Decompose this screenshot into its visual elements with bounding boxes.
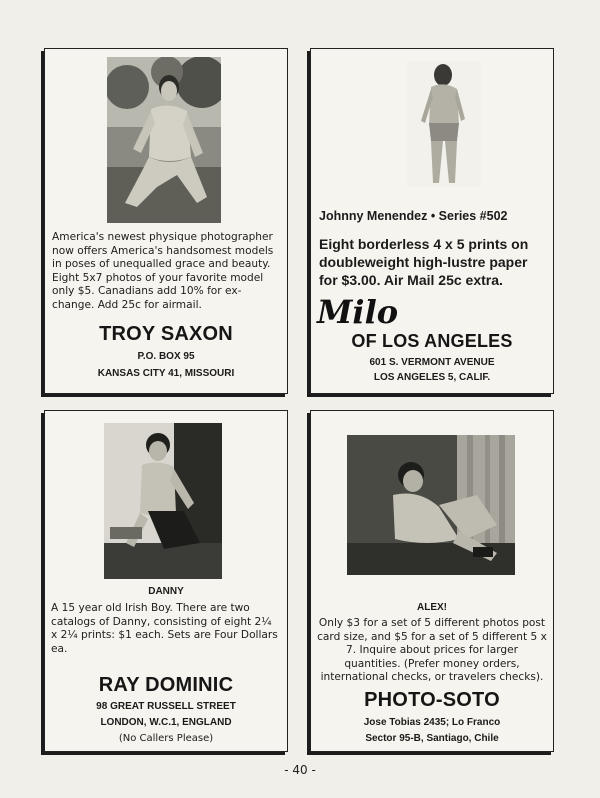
model-caption: DANNY (148, 586, 184, 597)
advertiser-name: PHOTO-SOTO (364, 689, 500, 711)
advertiser-name: RAY DOMINIC (98, 674, 234, 696)
address-line-1: 601 S. VERMONT AVENUE (369, 357, 495, 368)
photo-kneeling-model (107, 57, 221, 223)
ad-description: America's newest physique photographer now offers America's handsomest models in poses of unequalled grace and beauty. Eight 5x7 photos of your favorite model only $5. Canadians add 10% for ex-change. Add 25c for airmail. (52, 231, 274, 311)
address-line-2: LOS ANGELES 5, CALIF. (373, 372, 491, 383)
ad-photo-soto (310, 410, 554, 752)
ad-description: Only $3 for a set of 5 different photos post card size, and $5 for a set of 5 different 5 x 7. Inquire about prices for larger quantities. (Prefer money orders, international checks, or travelers checks). (317, 617, 547, 684)
milo-logo: Milo (317, 293, 399, 331)
photo-seated-model-danny (104, 423, 222, 579)
address-line-1: Jose Tobias 2435; Lo Franco (363, 717, 501, 728)
ad-troy-saxon (44, 48, 288, 394)
address-line-2: LONDON, W.C.1, ENGLAND (100, 717, 232, 728)
ad-milo (310, 48, 554, 394)
page-number: - 40 - (284, 763, 316, 777)
advertiser-name: OF LOS ANGELES (351, 331, 513, 351)
address-line-2: KANSAS CITY 41, MISSOURI (97, 368, 235, 379)
ad-ray-dominic (44, 410, 288, 752)
photo-standing-model (407, 61, 481, 187)
address-line-2: Sector 95-B, Santiago, Chile (365, 733, 499, 744)
ad-description: A 15 year old Irish Boy. There are two catalogs of Danny, consisting of eight 2¼ x 2¼ prints: $1 each. Sets are Four Dollars ea. (51, 602, 278, 655)
address-line-1: 98 GREAT RUSSELL STREET (96, 701, 236, 712)
offer-text: Eight borderless 4 x 5 prints on doubleweight high-lustre paper for $3.00. Air Mail 25c extra. (319, 236, 529, 288)
advertiser-name: TROY SAXON (99, 323, 233, 345)
series-title: Johnny Menendez • Series #502 (319, 209, 508, 223)
note: (No Callers Please) (118, 733, 214, 744)
address-line-1: P.O. BOX 95 (137, 351, 195, 362)
photo-reclining-model-alex (347, 435, 515, 575)
model-caption: ALEX! (417, 602, 447, 613)
